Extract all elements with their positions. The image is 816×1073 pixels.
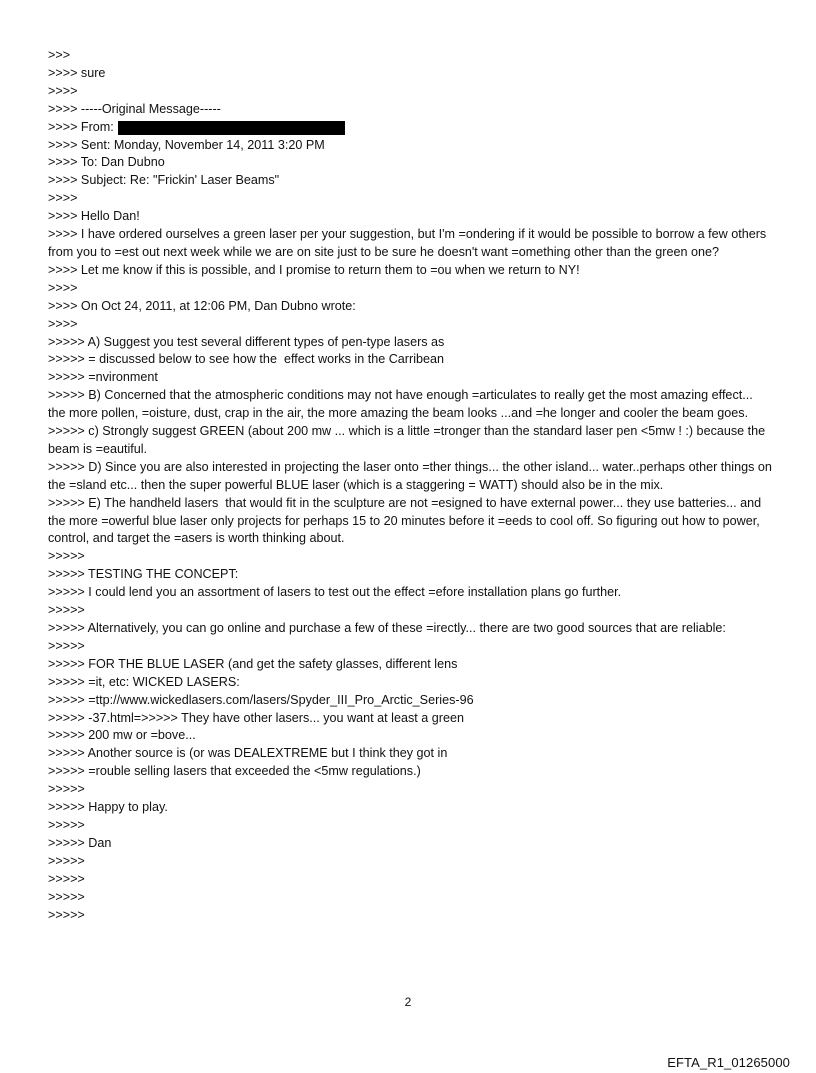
email-body (48, 47, 776, 924)
email-header-line: >>>> sure (48, 65, 106, 80)
from-label: >>>> From: (48, 119, 114, 134)
email-text-line: >>>>> B) Concerned that the atmospheric conditions may not have enough =articulates to really get the most amazing effect... the more pollen, =oisture, dust, crap in the air, the more amazing the beam looks ...and =he longer and cooler the beam goes. (48, 388, 757, 421)
email-text-line: >>>>> TESTING THE CONCEPT: (48, 567, 239, 582)
email-text-line: >>>> Hello Dan! (48, 209, 140, 224)
email-text-line: >>>>> (48, 638, 85, 653)
document-id: EFTA_R1_01265000 (667, 1055, 790, 1070)
email-text-line: >>>>> -37.html=>>>>> They have other lasers... you want at least a green (48, 710, 464, 725)
email-text-line: >>>>> (48, 782, 85, 797)
email-text-line: >>>>> D) Since you are also interested in projecting the laser onto =ther things... the other island... water..perhaps other things on the =sland etc... then the super powerful BLUE laser (which is a staggering = WATT) should also be in the mix. (48, 459, 776, 492)
email-text-line: >>>>> I could lend you an assortment of lasers to test out the effect =efore installation plans go further. (48, 585, 622, 600)
from-line (48, 119, 772, 137)
email-header-line: >>> (48, 48, 71, 62)
email-text-line: >>>>> (48, 889, 85, 904)
email-text-line: >>>>> (48, 871, 85, 886)
email-text-line: >>>> Subject: Re: "Frickin' Laser Beams" (48, 173, 280, 188)
email-text-line: >>>>> FOR THE BLUE LASER (and get the safety glasses, different lens (48, 656, 458, 671)
email-text-line: >>>>> (48, 549, 85, 564)
email-text-line: >>>> (48, 280, 78, 295)
email-text-line: >>>> Let me know if this is possible, and I promise to return them to =ou when we return to NY! (48, 262, 580, 277)
email-text-line: >>>>> (48, 603, 85, 618)
email-text-line: >>>> On Oct 24, 2011, at 12:06 PM, Dan Dubno wrote: (48, 298, 356, 313)
email-text-line: >>>> Sent: Monday, November 14, 2011 3:20 PM (48, 137, 325, 152)
email-text-line: >>>> To: Dan Dubno (48, 155, 165, 170)
email-text-line: >>>>> c) Strongly suggest GREEN (about 200 mw ... which is a little =tronger than the standard laser pen <5mw ! :) because the beam is =eautiful. (48, 424, 769, 456)
email-header-line: >>>> -----Original Message----- (48, 101, 221, 116)
email-header-line: >>>> (48, 83, 78, 98)
email-text-line: >>>>> =nvironment (48, 370, 158, 385)
email-text-line: >>>>> (48, 853, 85, 868)
email-text-line: >>>>> Alternatively, you can go online and purchase a few of these =irectly... there are two good sources that are reliable: (48, 621, 726, 635)
email-text-line: >>>>> =ttp://www.wickedlasers.com/lasers/Spyder_III_Pro_Arctic_Series-96 (48, 692, 474, 707)
email-text-line: >>>>> 200 mw or =bove... (48, 728, 196, 743)
email-text-line: >>>>> (48, 907, 85, 922)
email-text-line: >>>>> Another source is (or was DEALEXTREME but I think they got in (48, 746, 448, 761)
email-text-line: >>>>> A) Suggest you test several different types of pen-type lasers as (48, 334, 445, 349)
page-number: 2 (404, 995, 412, 1009)
email-text-line: >>>> (48, 191, 78, 206)
email-message-block (48, 137, 776, 925)
email-text-line: >>>>> =rouble selling lasers that exceeded the <5mw regulations.) (48, 764, 421, 779)
redaction-bar (118, 121, 345, 135)
email-text-line: >>>>> = discussed below to see how the effect works in the Carribean (48, 352, 445, 367)
email-text-line: >>>> I have ordered ourselves a green laser per your suggestion, but I'm =ondering if it would be possible to borrow a few others from you to =est out next week while we are on site just to be sure he doesn't want =omething other than the green one? (48, 227, 770, 259)
email-text-line: >>>>> E) The handheld lasers that would fit in the sculpture are not =esigned to have external power... they use batteries... and the more =owerful blue laser only projects for perhaps 15 to 20 minutes before it =eeds to cool off. So figuring out how to power, control, and target the =asers is worth thinking about. (48, 495, 765, 546)
email-text-line: >>>>> (48, 817, 85, 832)
email-text-line: >>>>> Dan (48, 835, 112, 850)
email-text-line: >>>> (48, 316, 78, 331)
email-text-line: >>>>> =it, etc: WICKED LASERS: (48, 674, 240, 689)
email-header-block (48, 47, 772, 119)
email-text-line: >>>>> Happy to play. (48, 800, 168, 815)
